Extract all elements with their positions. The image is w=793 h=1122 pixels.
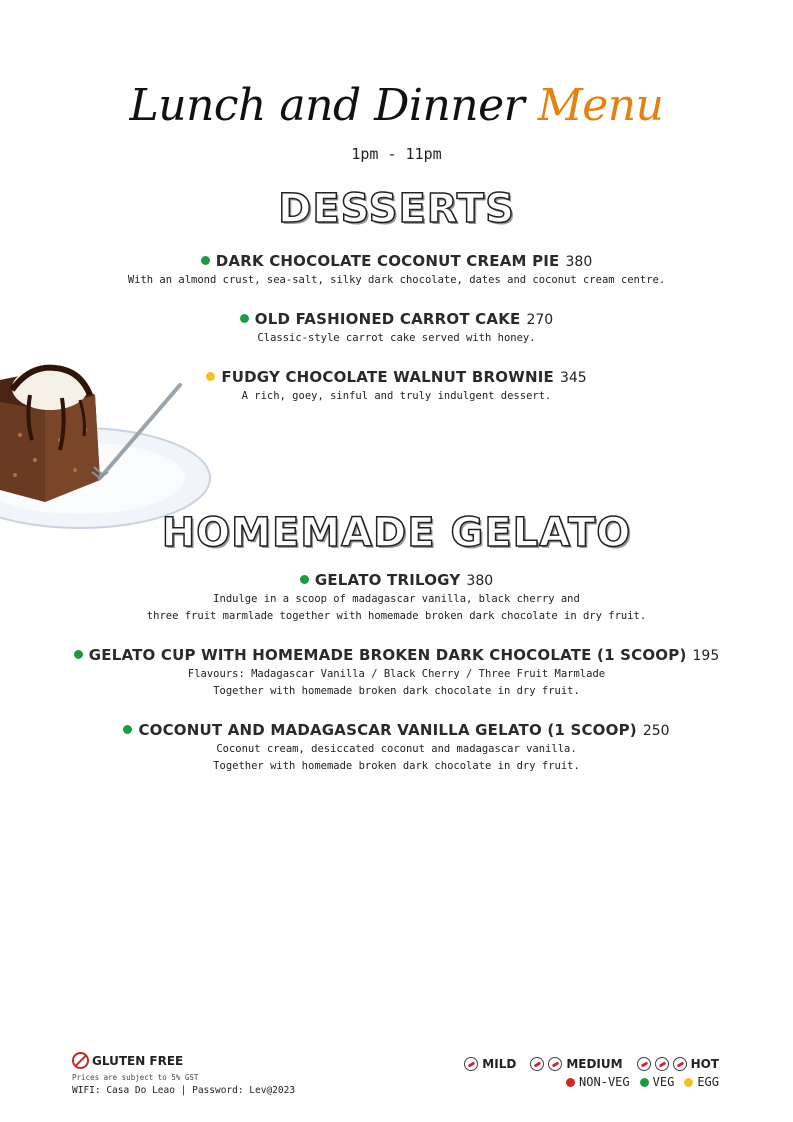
item-price: 380 (466, 573, 494, 589)
item-description: Together with homemade broken dark chocolate in dry fruit. (213, 685, 580, 697)
chili-icon (673, 1057, 687, 1071)
gluten-free-icon (72, 1052, 89, 1069)
item-price: 195 (692, 648, 720, 664)
item-name: GELATO CUP WITH HOMEMADE BROKEN DARK CHOCOLATE (1 SCOOP) (88, 646, 687, 664)
gluten-free-legend (72, 1052, 295, 1069)
item-name: GELATO TRILOGY (314, 571, 461, 589)
item-name: OLD FASHIONED CARROT CAKE (254, 310, 521, 328)
item-description: three fruit marmlade together with homemade broken dark chocolate in dry fruit. (146, 610, 647, 622)
menu-title-main: Lunch and Dinner (129, 80, 525, 131)
menu-item (0, 645, 793, 700)
menu-item (0, 720, 793, 775)
spice-label-medium: MEDIUM (566, 1057, 623, 1071)
egg-dot-icon (684, 1078, 693, 1087)
item-description: Coconut cream, desiccated coconut and madagascar vanilla. (216, 743, 577, 755)
legend-label-egg: EGG (697, 1075, 719, 1089)
footer-legend (464, 1057, 719, 1089)
spice-label-mild: MILD (482, 1057, 517, 1071)
gst-note: Prices are subject to 5% GST (72, 1073, 199, 1082)
spice-label-hot: HOT (690, 1057, 719, 1071)
veg-dot-icon (640, 1078, 649, 1087)
spice-legend (464, 1057, 719, 1071)
veg-dot-icon (74, 650, 83, 659)
chili-icon (464, 1057, 478, 1071)
item-description: Indulge in a scoop of madagascar vanilla, black cherry and (213, 593, 580, 605)
item-description: A rich, goey, sinful and truly indulgent dessert. (241, 390, 552, 402)
menu-item (0, 570, 793, 625)
menu-title-accent: Menu (537, 80, 664, 131)
legend-label-non-veg: NON-VEG (579, 1075, 630, 1089)
item-description: Together with homemade broken dark chocolate in dry fruit. (213, 760, 580, 772)
chili-icon (655, 1057, 669, 1071)
item-price: 345 (559, 370, 587, 386)
item-name: DARK CHOCOLATE COCONUT CREAM PIE (215, 252, 560, 270)
section-title-gelato: HOMEMADE GELATO (161, 510, 632, 556)
item-price: 380 (565, 254, 593, 270)
section-title-desserts: DESSERTS (278, 186, 515, 232)
legend-label-veg: VEG (652, 1075, 675, 1089)
menu-title (0, 78, 793, 134)
menu-hours: 1pm - 11pm (351, 145, 442, 163)
chili-icon (530, 1057, 544, 1071)
non-veg-dot-icon (566, 1078, 575, 1087)
diet-legend (464, 1075, 719, 1089)
wifi-info: WIFI: Casa Do Leao | Password: Lev@2023 (72, 1085, 296, 1096)
item-name: FUDGY CHOCOLATE WALNUT BROWNIE (221, 368, 554, 386)
item-name: COCONUT AND MADAGASCAR VANILLA GELATO (1 SCOOP) (138, 721, 637, 739)
footer-info (72, 1052, 295, 1096)
item-description: With an almond crust, sea-salt, silky dark chocolate, dates and coconut cream centre. (127, 274, 666, 286)
item-price: 250 (642, 723, 670, 739)
veg-dot-icon (201, 256, 210, 265)
chili-icon (637, 1057, 651, 1071)
item-description: Flavours: Madagascar Vanilla / Black Cherry / Three Fruit Marmlade (187, 668, 606, 680)
veg-dot-icon (300, 575, 309, 584)
chili-icon (548, 1057, 562, 1071)
item-price: 270 (526, 312, 554, 328)
gluten-free-label: GLUTEN FREE (92, 1053, 184, 1068)
veg-dot-icon (123, 725, 132, 734)
veg-dot-icon (240, 314, 249, 323)
item-description: Classic-style carrot cake served with honey. (257, 332, 536, 344)
menu-item (0, 251, 793, 289)
